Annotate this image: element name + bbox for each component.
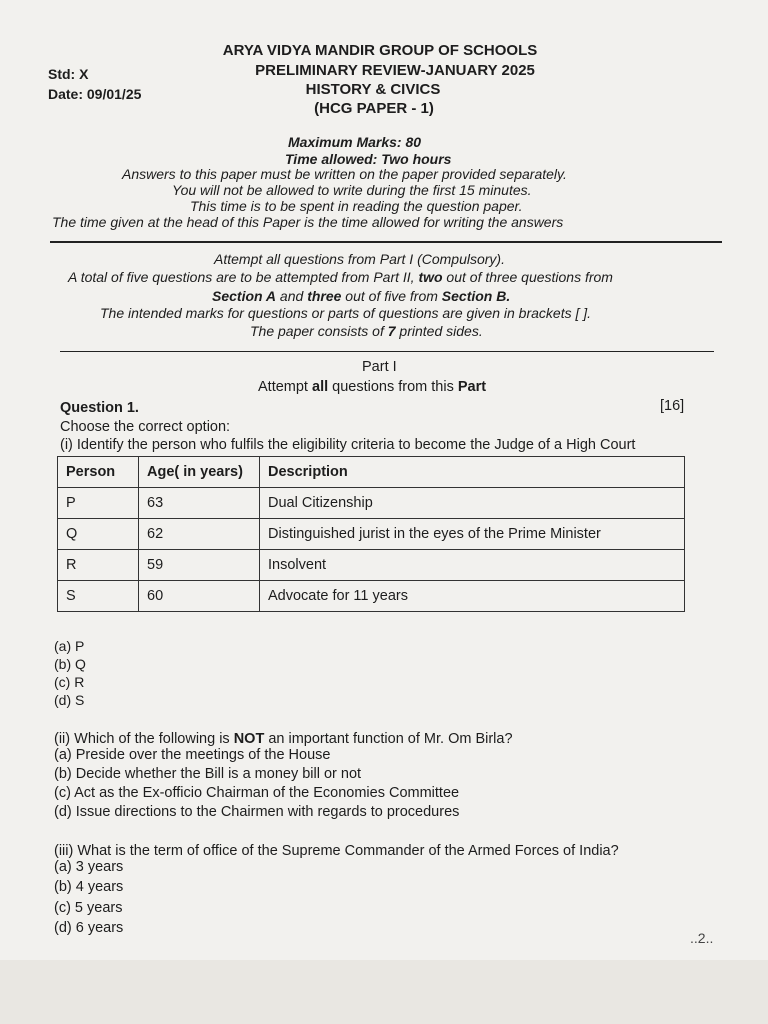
table-cell-person: S — [58, 581, 139, 612]
question-text: (ii) Which of the following is — [54, 731, 234, 747]
question-1-iii-text: (iii) What is the term of office of the Supreme Commander of the Armed Forces of India? — [54, 843, 619, 859]
table-cell-person: P — [58, 488, 139, 519]
option-iii-b: (b) 4 years — [54, 879, 124, 895]
table-cell-description: Distinguished jurist in the eyes of the Prime Minister — [260, 519, 685, 550]
table-cell-description: Advocate for 11 years — [260, 581, 685, 612]
table-header-person: Person — [58, 457, 139, 488]
option-iii-c: (c) 5 years — [54, 900, 123, 916]
option-ii-a: (a) Preside over the meetings of the House — [54, 747, 331, 763]
table-cell-person: R — [58, 550, 139, 581]
table-cell-age: 59 — [139, 550, 260, 581]
instruction-line-3: This time is to be spent in reading the question paper. — [190, 198, 523, 214]
section-instruction — [212, 288, 510, 304]
sides-instruction — [250, 323, 483, 339]
table-header-description: Description — [260, 457, 685, 488]
table-row — [58, 519, 685, 550]
instruction-text: A total of five questions are to be attempted from Part II, — [68, 269, 419, 285]
instruction-text: out of five from — [341, 288, 442, 304]
option-iii-d: (d) 6 years — [54, 920, 124, 936]
part-title: Part I — [362, 359, 397, 375]
table-cell-age: 60 — [139, 581, 260, 612]
instruction-text: and — [276, 288, 308, 304]
school-name: ARYA VIDYA MANDIR GROUP OF SCHOOLS — [222, 42, 538, 59]
instruction-bold: three — [307, 288, 342, 304]
part-subtitle-text: Attempt — [258, 379, 312, 395]
page-marker: ..2.. — [690, 930, 714, 946]
part-subtitle — [258, 379, 486, 395]
table-header-row — [58, 457, 685, 488]
instruction-bold: 7 — [387, 323, 396, 339]
option-i-b: (b) Q — [54, 656, 86, 672]
instruction-line-2: You will not be allowed to write during the first 15 minutes. — [172, 182, 532, 198]
instruction-bold: Section B. — [441, 288, 511, 304]
instructions-divider — [60, 351, 714, 352]
instruction-text: out of three questions from — [442, 269, 613, 285]
table-row — [58, 550, 685, 581]
part-subtitle-bold: Part — [457, 379, 487, 395]
exam-name: PRELIMINARY REVIEW-JANUARY 2025 — [255, 62, 535, 79]
option-iii-a: (a) 3 years — [54, 859, 124, 875]
question-1-label: Question 1. — [60, 400, 139, 416]
table-cell-description: Dual Citizenship — [260, 488, 685, 519]
option-i-c: (c) R — [54, 674, 85, 690]
option-ii-b: (b) Decide whether the Bill is a money bill or not — [54, 766, 362, 782]
question-1-i-text: (i) Identify the person who fulfils the eligibility criteria to become the Judge of a High Court — [60, 437, 636, 453]
table-cell-description: Insolvent — [260, 550, 685, 581]
part-subtitle-bold: all — [312, 379, 329, 395]
option-i-d: (d) S — [54, 692, 85, 708]
table-header-age: Age( in years) — [139, 457, 260, 488]
table-cell-age: 63 — [139, 488, 260, 519]
option-ii-c: (c) Act as the Ex-officio Chairman of the Economies Committee — [54, 785, 460, 801]
part-subtitle-text: questions from this — [328, 379, 458, 395]
instruction-bold: two — [418, 269, 443, 285]
marks-instruction: The intended marks for questions or parts of questions are given in brackets [ ]. — [100, 305, 592, 321]
max-marks: Maximum Marks: 80 — [288, 134, 422, 150]
table-cell-person: Q — [58, 519, 139, 550]
header-divider — [50, 241, 722, 243]
table-cell-age: 62 — [139, 519, 260, 550]
eligibility-table — [57, 456, 685, 612]
std-label: Std: X — [48, 66, 89, 82]
paper-name: (HCG PAPER - 1) — [314, 100, 434, 117]
table-row — [58, 581, 685, 612]
attempt-instruction: Attempt all questions from Part I (Compulsory). — [214, 251, 505, 267]
instruction-text: The paper consists of — [250, 323, 388, 339]
option-i-a: (a) P — [54, 638, 85, 654]
time-allowed: Time allowed: Two hours — [285, 151, 452, 167]
date-label: Date: 09/01/25 — [48, 86, 142, 102]
question-1-ii-text — [54, 731, 513, 747]
instruction-text: printed sides. — [395, 323, 483, 339]
question-1-marks: [16] — [660, 398, 685, 414]
instruction-bold: Section A — [212, 288, 277, 304]
option-ii-d: (d) Issue directions to the Chairmen with regards to procedures — [54, 804, 460, 820]
question-text: an important function of Mr. Om Birla? — [264, 731, 513, 747]
subject-name: HISTORY & CIVICS — [305, 81, 441, 98]
instruction-line-1: Answers to this paper must be written on the paper provided separately. — [122, 166, 567, 182]
total-questions-instruction — [68, 269, 613, 285]
question-1-instruction: Choose the correct option: — [60, 419, 231, 435]
question-bold: NOT — [233, 731, 265, 747]
instruction-line-4: The time given at the head of this Paper is the time allowed for writing the answers — [52, 214, 564, 230]
page-bottom-margin — [0, 960, 768, 1024]
table-row — [58, 488, 685, 519]
